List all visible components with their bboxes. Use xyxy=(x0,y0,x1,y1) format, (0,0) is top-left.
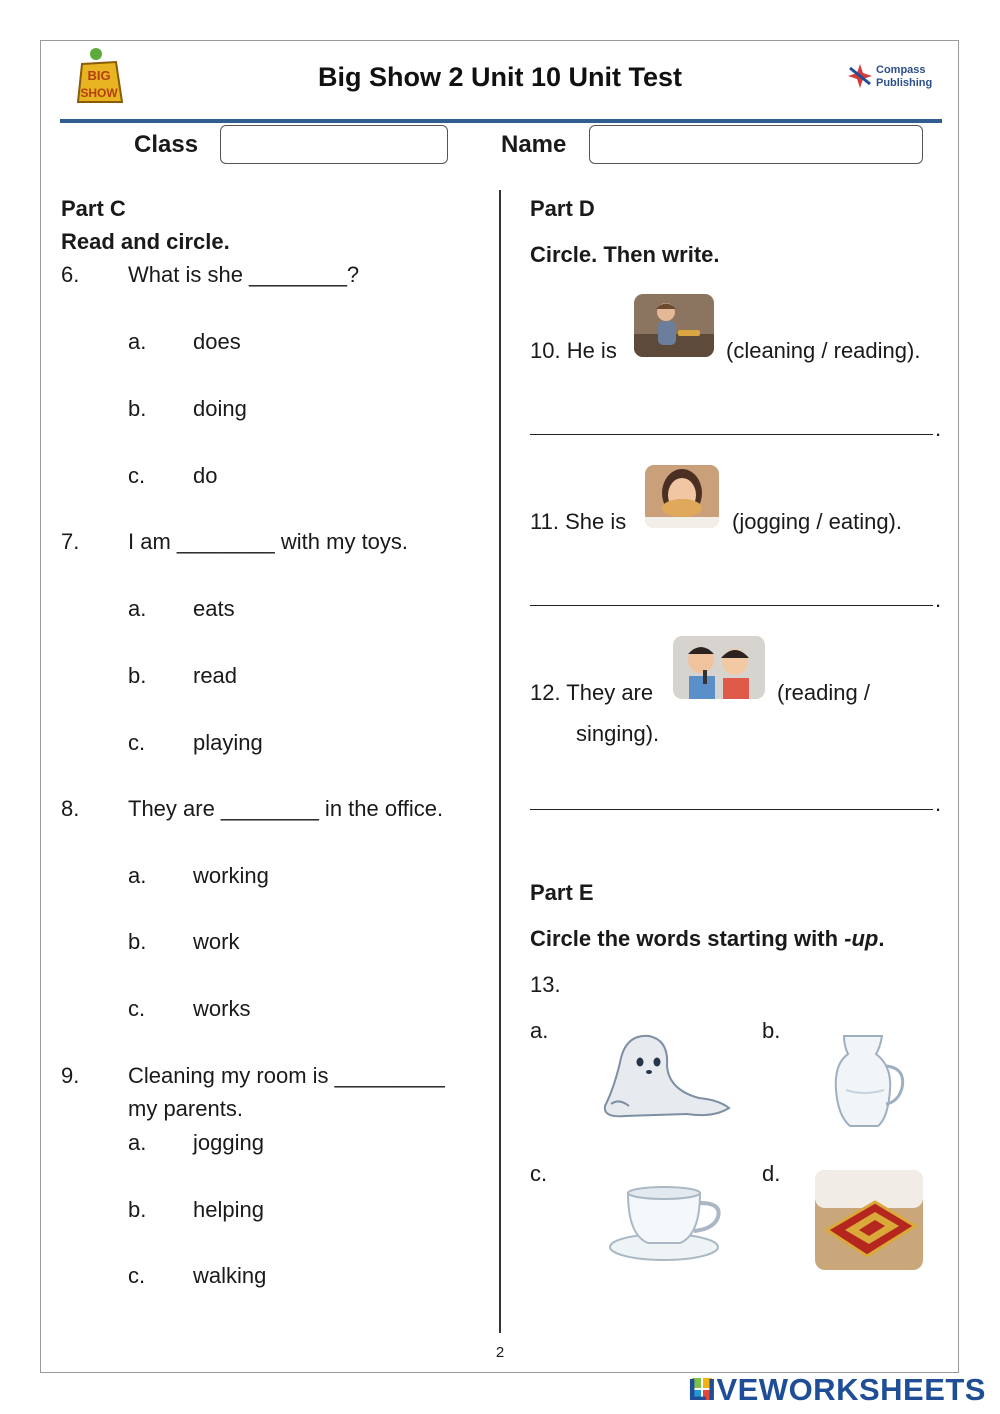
question-number: 8. xyxy=(61,796,80,821)
option-text[interactable]: does xyxy=(193,329,241,354)
option-letter: c. xyxy=(128,730,146,755)
item-choices[interactable]: (jogging / eating). xyxy=(732,509,902,534)
question-text: They are ________ in the office. xyxy=(128,796,444,821)
item-prefix: 11. She is xyxy=(530,509,627,534)
page-number: 2 xyxy=(495,1344,505,1361)
jug-picture[interactable] xyxy=(830,1030,910,1130)
item-choices[interactable]: (reading / xyxy=(777,680,870,705)
option-text[interactable]: jogging xyxy=(193,1130,264,1155)
part-c-title: Part C xyxy=(61,196,126,221)
header-rule xyxy=(60,119,942,123)
compass-star-icon xyxy=(846,62,874,90)
seal-picture[interactable] xyxy=(595,1028,735,1122)
answer-line[interactable] xyxy=(530,605,933,606)
question-text-line2: my parents. xyxy=(128,1096,243,1121)
option-text[interactable]: works xyxy=(193,996,251,1021)
picture-label: d. xyxy=(762,1161,781,1186)
class-input[interactable] xyxy=(220,125,448,164)
logo-text-1: Compass xyxy=(876,64,926,76)
option-text[interactable]: eats xyxy=(193,596,235,621)
option-letter: a. xyxy=(128,863,147,888)
picture-label: a. xyxy=(530,1018,549,1043)
rug-picture[interactable] xyxy=(815,1170,923,1270)
option-text[interactable]: helping xyxy=(193,1197,264,1222)
picture-label: c. xyxy=(530,1161,548,1186)
part-e-instruction xyxy=(530,926,884,952)
class-label: Class xyxy=(134,131,199,158)
item-prefix: 10. He is xyxy=(530,338,617,363)
question-number: 13. xyxy=(530,972,561,997)
compass-publishing-logo xyxy=(846,62,936,92)
svg-text:BIG: BIG xyxy=(87,68,111,83)
question-text: What is she ________? xyxy=(128,262,360,287)
photo-image xyxy=(645,465,719,528)
column-divider xyxy=(499,190,501,1333)
liveworksheets-brand[interactable]: LIVEWORKSHEETS xyxy=(687,1372,986,1407)
option-text[interactable]: work xyxy=(193,929,240,954)
instruction-end: . xyxy=(878,926,885,951)
question-number: 7. xyxy=(61,529,80,554)
option-letter: b. xyxy=(128,663,147,688)
girl-eating-photo xyxy=(645,465,719,528)
option-letter: b. xyxy=(128,929,147,954)
option-text[interactable]: do xyxy=(193,463,218,488)
answer-line-end: . xyxy=(935,416,942,441)
part-d-instruction: Circle. Then write. xyxy=(530,242,720,267)
question-text: I am ________ with my toys. xyxy=(128,529,409,554)
name-input[interactable] xyxy=(589,125,923,164)
option-text[interactable]: doing xyxy=(193,396,247,421)
logo-text-2: Publishing xyxy=(876,77,933,89)
svg-text:SHOW: SHOW xyxy=(80,86,118,100)
item-choices[interactable]: (cleaning / reading). xyxy=(726,338,921,363)
cup-picture[interactable] xyxy=(608,1185,728,1265)
answer-line-end: . xyxy=(935,587,942,612)
answer-line-end: . xyxy=(935,791,942,816)
picture-label: b. xyxy=(762,1018,781,1043)
part-c-instruction: Read and circle. xyxy=(61,229,230,254)
name-label: Name xyxy=(501,131,567,158)
instruction-emphasis: -up xyxy=(844,926,879,951)
answer-line[interactable] xyxy=(530,434,933,435)
photo-image xyxy=(634,294,714,357)
kids-singing-photo xyxy=(673,636,765,699)
option-letter: b. xyxy=(128,1197,147,1222)
option-letter: a. xyxy=(128,329,147,354)
question-text-line1: Cleaning my room is _________ xyxy=(128,1063,445,1088)
item-prefix: 12. They are xyxy=(530,680,654,705)
option-letter: a. xyxy=(128,1130,147,1155)
option-letter: c. xyxy=(128,463,146,488)
instruction-text: Circle the words starting with xyxy=(530,926,845,951)
option-text[interactable]: working xyxy=(193,863,269,888)
part-d-title: Part D xyxy=(530,196,595,221)
option-text[interactable]: playing xyxy=(193,730,263,755)
question-number: 9. xyxy=(61,1063,80,1088)
page-title: Big Show 2 Unit 10 Unit Test xyxy=(317,62,683,92)
photo-image xyxy=(673,636,765,699)
option-letter: c. xyxy=(128,1263,146,1288)
option-letter: a. xyxy=(128,596,147,621)
part-e-title: Part E xyxy=(530,880,594,905)
item-choices-line2[interactable]: singing). xyxy=(576,721,660,746)
answer-line[interactable] xyxy=(530,809,933,810)
boy-cleaning-photo xyxy=(634,294,714,357)
option-letter: b. xyxy=(128,396,147,421)
question-number: 6. xyxy=(61,262,80,287)
option-letter: c. xyxy=(128,996,146,1021)
option-text[interactable]: walking xyxy=(193,1263,267,1288)
option-text[interactable]: read xyxy=(193,663,238,688)
